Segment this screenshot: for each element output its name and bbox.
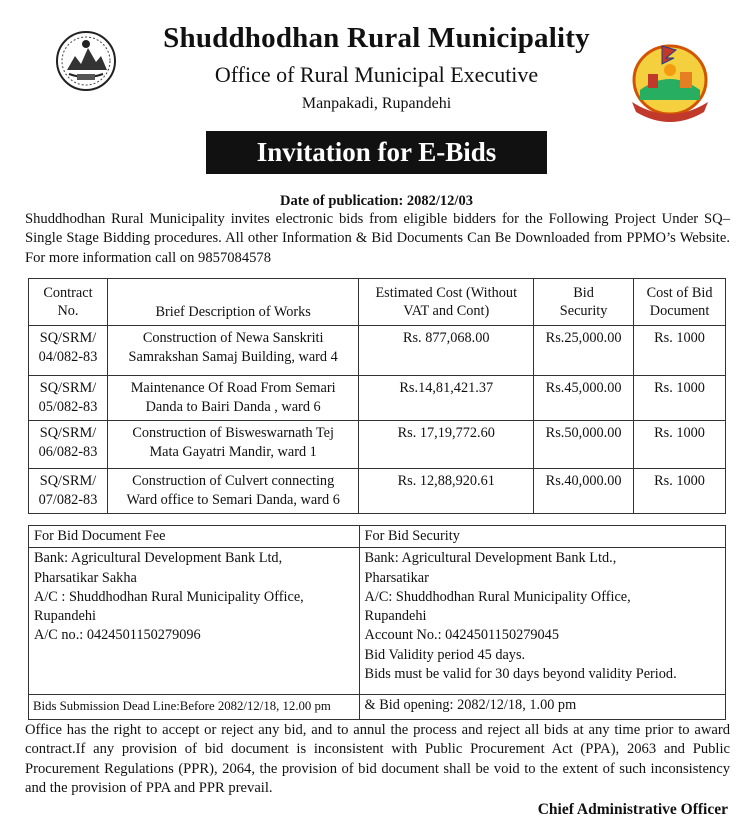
signatory-title: Chief Administrative Officer <box>537 801 728 818</box>
publication-date: Date of publication: 2082/12/03 <box>280 193 473 209</box>
bid-validity-extension-line: Bids must be valid for 30 days beyond validity Period. <box>364 666 677 683</box>
doc-cost-cell: Rs. 1000 <box>634 421 726 469</box>
doc-cost-cell: Rs. 1000 <box>634 469 726 514</box>
description-cell: Construction of Bisweswarnath Tej Mata Gayatri Mandir, ward 1 <box>107 421 358 469</box>
bid-security-cell: Rs.50,000.00 <box>534 421 634 469</box>
fee-account-details <box>29 548 360 695</box>
notice-header <box>0 0 753 120</box>
header-doc-cost: Cost of Bid Document <box>634 279 726 326</box>
municipality-title: Shuddhodhan Rural Municipality <box>163 22 590 54</box>
security-bank-line: Bank: Agricultural Development Bank Ltd., <box>364 550 617 567</box>
bid-security-cell: Rs.40,000.00 <box>534 469 634 514</box>
works-table-header-row <box>29 279 726 326</box>
security-account-name-line: A/C: Shuddhodhan Rural Municipality Office, <box>364 588 631 605</box>
security-account-number-line: Account No.: 0424501150279045 <box>364 627 559 644</box>
description-cell: Maintenance Of Road From Semari Danda to Bairi Danda , ward 6 <box>107 376 358 421</box>
bank-header-row <box>29 526 726 548</box>
bid-opening: & Bid opening: 2082/12/18, 1.00 pm <box>359 695 725 719</box>
works-table <box>28 278 726 514</box>
deadline-row <box>29 695 726 719</box>
bank-details-table <box>28 525 726 720</box>
estimated-cost-cell: Rs.14,81,421.37 <box>359 376 534 421</box>
table-row <box>29 469 726 514</box>
table-row <box>29 326 726 376</box>
doc-cost-cell: Rs. 1000 <box>634 326 726 376</box>
intro-paragraph: Shuddhodhan Rural Municipality invites electronic bids from eligible bidders for the Following Project Under SQ–Single Stage Bidding procedures. All other Information & Bid Documents Can Be Downloaded from PPMO’s Website. For more information call on 9857084578 <box>25 211 730 266</box>
estimated-cost-cell: Rs. 17,19,772.60 <box>359 421 534 469</box>
table-row <box>29 421 726 469</box>
office-subtitle: Office of Rural Municipal Executive <box>214 62 539 87</box>
contract-no-cell: SQ/SRM/ 04/082-83 <box>29 326 108 376</box>
header-bid-security: Bid Security <box>534 279 634 326</box>
security-account-details <box>359 548 725 695</box>
security-branch-line: Pharsatikar <box>364 569 429 586</box>
header-description: Brief Description of Works <box>107 279 358 326</box>
contract-no-cell: SQ/SRM/ 06/082-83 <box>29 421 108 469</box>
bank-details-row <box>29 548 726 695</box>
header-contract-no: Contract No. <box>29 279 108 326</box>
security-header: For Bid Security <box>359 526 725 548</box>
bid-validity-line: Bid Validity period 45 days. <box>364 646 526 663</box>
security-account-location-line: Rupandehi <box>364 608 427 625</box>
fee-bank-line: Bank: Agricultural Development Bank Ltd, <box>34 550 283 567</box>
office-address: Manpakadi, Rupandehi <box>301 95 452 112</box>
table-row <box>29 376 726 421</box>
header-estimated-cost: Estimated Cost (Without VAT and Cont) <box>359 279 534 326</box>
fee-account-number-line: A/C no.: 0424501150279096 <box>34 627 201 644</box>
description-cell: Construction of Culvert connecting Ward office to Semari Danda, ward 6 <box>107 469 358 514</box>
fee-branch-line: Pharsatikar Sakha <box>34 569 137 586</box>
bid-security-cell: Rs.25,000.00 <box>534 326 634 376</box>
estimated-cost-cell: Rs. 12,88,920.61 <box>359 469 534 514</box>
estimated-cost-cell: Rs. 877,068.00 <box>359 326 534 376</box>
submission-deadline: Bids Submission Dead Line:Before 2082/12/18, 12.00 pm <box>29 695 360 719</box>
terms-paragraph: Office has the right to accept or reject any bid, and to annul the process and reject all bids at any time prior to award contract.If any provision of bid document is inconsistent with Public Procurement Act (PPA), 2063 and Public Procurement Regulations (PPR), 2064, the provision of bid document shall be void to the extent of such inconsistency and the provision of PPA and PPR prevail. <box>25 722 730 796</box>
contract-no-cell: SQ/SRM/ 05/082-83 <box>29 376 108 421</box>
description-cell: Construction of Newa Sanskriti Samrakshan Samaj Building, ward 4 <box>107 326 358 376</box>
municipality-logo-icon <box>622 40 718 122</box>
contract-no-cell: SQ/SRM/ 07/082-83 <box>29 469 108 514</box>
doc-cost-cell: Rs. 1000 <box>634 376 726 421</box>
fee-account-name-line: A/C : Shuddhodhan Rural Municipality Office, <box>34 588 304 605</box>
fee-header: For Bid Document Fee <box>29 526 360 548</box>
bid-security-cell: Rs.45,000.00 <box>534 376 634 421</box>
invitation-banner: Invitation for E-Bids <box>206 131 547 174</box>
fee-account-location-line: Rupandehi <box>34 608 96 625</box>
